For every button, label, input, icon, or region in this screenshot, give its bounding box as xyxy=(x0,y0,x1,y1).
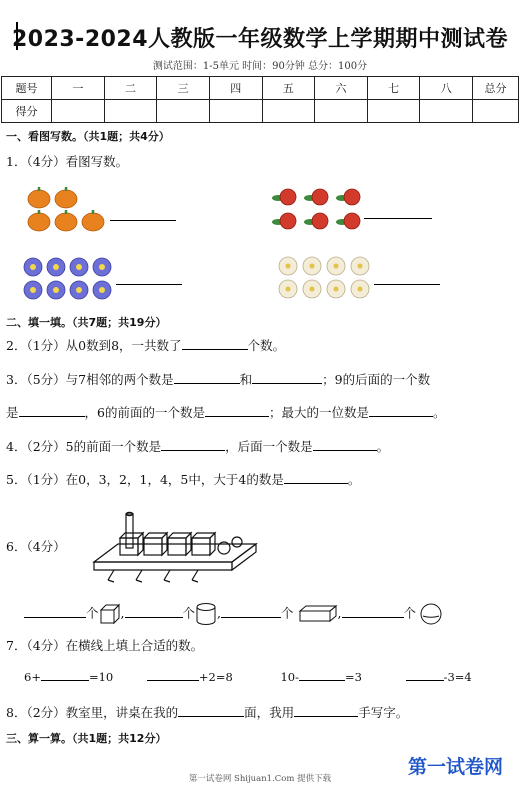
separator-text: , xyxy=(120,605,125,621)
score-input-cell[interactable] xyxy=(473,100,519,123)
question-text: ；9的后面的一个数 xyxy=(322,372,431,387)
score-input-cell[interactable] xyxy=(367,100,420,123)
solids-board-picture xyxy=(84,510,262,586)
answer-blank[interactable] xyxy=(174,372,240,384)
question-3 xyxy=(6,370,430,388)
answer-blank[interactable] xyxy=(294,705,358,717)
section-heading: 一、看图写数。（共1题；共4分） xyxy=(6,130,170,143)
score-cell: 总分 xyxy=(473,77,519,100)
score-input-cell[interactable] xyxy=(315,100,368,123)
unit-text: 个 xyxy=(403,605,417,621)
answer-line[interactable] xyxy=(110,220,176,221)
score-table-score-row xyxy=(2,100,519,123)
question-7: 7．（4分）在横线上填上合适的数。 xyxy=(6,638,204,653)
question-text: 是 xyxy=(6,405,19,420)
question-text: 2．（1分）从0数到8，一共数了 xyxy=(6,338,182,353)
footer-text: 第一试卷网 Shijuan1.Com 提供下载 xyxy=(188,774,332,784)
question-text: 。 xyxy=(376,439,390,454)
question-text: ；最大的一位数是 xyxy=(268,405,369,420)
answer-blank[interactable] xyxy=(313,439,377,451)
equation-text: 6+ xyxy=(24,670,41,684)
score-cell: 得分 xyxy=(2,100,52,123)
question-text: 。 xyxy=(347,472,361,487)
question-2 xyxy=(6,336,285,354)
question-5 xyxy=(6,470,360,488)
score-cell: 八 xyxy=(420,77,473,100)
roses-picture xyxy=(272,184,364,236)
answer-blank[interactable] xyxy=(252,372,322,384)
answer-blank[interactable] xyxy=(406,669,444,681)
question-text: 手写字。 xyxy=(358,705,409,720)
cube-icon xyxy=(99,603,121,625)
answer-blank[interactable] xyxy=(299,669,345,681)
answer-blank[interactable] xyxy=(342,606,404,618)
question-8 xyxy=(6,703,408,721)
answer-line[interactable] xyxy=(364,218,432,219)
question-text: 3．（5分）与7相邻的两个数是 xyxy=(6,372,174,387)
daisies-picture xyxy=(276,254,376,302)
score-table-header-row xyxy=(2,77,519,100)
score-input-cell[interactable] xyxy=(420,100,473,123)
pumpkins-picture xyxy=(24,186,108,234)
score-cell: 五 xyxy=(262,77,315,100)
question-text: ，后面一个数是 xyxy=(225,439,313,454)
equation-text: +2=8 xyxy=(198,670,233,684)
score-input-cell[interactable] xyxy=(52,100,105,123)
question-text: ，6的前面的一个数是 xyxy=(84,405,205,420)
section-heading: 三、算一算。（共1题；共12分） xyxy=(6,732,167,745)
score-cell: 六 xyxy=(315,77,368,100)
score-input-cell[interactable] xyxy=(104,100,157,123)
equations-row xyxy=(24,669,472,684)
question-text: 。 xyxy=(433,405,446,420)
answer-blank[interactable] xyxy=(369,405,433,417)
equation-text: =10 xyxy=(88,670,114,684)
score-cell: 二 xyxy=(104,77,157,100)
equation-text: =3 xyxy=(344,670,362,684)
asters-picture xyxy=(22,256,118,302)
equation-text: -3=4 xyxy=(443,670,472,684)
score-input-cell[interactable] xyxy=(262,100,315,123)
answer-blank[interactable] xyxy=(19,405,85,417)
answer-blank[interactable] xyxy=(24,606,86,618)
answer-blank[interactable] xyxy=(182,338,248,350)
score-cell: 三 xyxy=(157,77,210,100)
cylinder-icon xyxy=(195,602,217,626)
sphere-icon xyxy=(419,602,443,626)
section-heading: 二、填一填。（共7题；共19分） xyxy=(6,316,167,329)
answer-line[interactable] xyxy=(116,284,182,285)
question-text: 4．（2分）5的前面一个数是 xyxy=(6,439,162,454)
score-cell: 一 xyxy=(52,77,105,100)
score-input-cell[interactable] xyxy=(157,100,210,123)
cuboid-icon xyxy=(298,605,338,623)
answer-blank[interactable] xyxy=(284,472,348,484)
answer-blank[interactable] xyxy=(205,405,269,417)
unit-text: 个 xyxy=(182,605,196,621)
answer-blank[interactable] xyxy=(178,705,244,717)
answer-line[interactable] xyxy=(374,284,440,285)
score-table xyxy=(1,76,519,123)
question-text: 个数。 xyxy=(247,338,286,353)
score-cell: 四 xyxy=(209,77,262,100)
question-text: 面，我用 xyxy=(244,705,295,720)
unit-text: 个 xyxy=(86,605,99,621)
page-title: 2023-2024人教版一年级数学上学期期中测试卷 xyxy=(11,27,509,52)
answer-blank[interactable] xyxy=(41,669,89,681)
question-text: 5．（1分）在0，3，2，1，4，5中，大于4的数是 xyxy=(6,472,284,487)
separator-text: , xyxy=(217,605,221,621)
solids-answer-row xyxy=(24,602,443,626)
question-text: 8．（2分）教室里，讲桌在我的 xyxy=(6,705,179,720)
answer-blank[interactable] xyxy=(125,606,183,618)
question-3-cont xyxy=(6,403,446,421)
score-cell: 七 xyxy=(367,77,420,100)
answer-blank[interactable] xyxy=(161,439,225,451)
answer-blank[interactable] xyxy=(221,606,281,618)
question-6: 6．（4分） xyxy=(6,539,66,554)
question-text: 和 xyxy=(239,372,253,387)
answer-blank[interactable] xyxy=(147,669,199,681)
separator-text: , xyxy=(337,605,342,621)
question-1: 1．（4分）看图写数。 xyxy=(6,154,129,169)
question-4 xyxy=(6,437,389,455)
score-cell: 题号 xyxy=(2,77,52,100)
score-input-cell[interactable] xyxy=(209,100,262,123)
exam-info: 测试范围：1-5单元 时间：90分钟 总分：100分 xyxy=(152,61,368,72)
unit-text: 个 xyxy=(281,605,294,621)
equation-text: 10- xyxy=(280,670,299,684)
brand-logo: 第一试卷网 xyxy=(408,756,504,778)
